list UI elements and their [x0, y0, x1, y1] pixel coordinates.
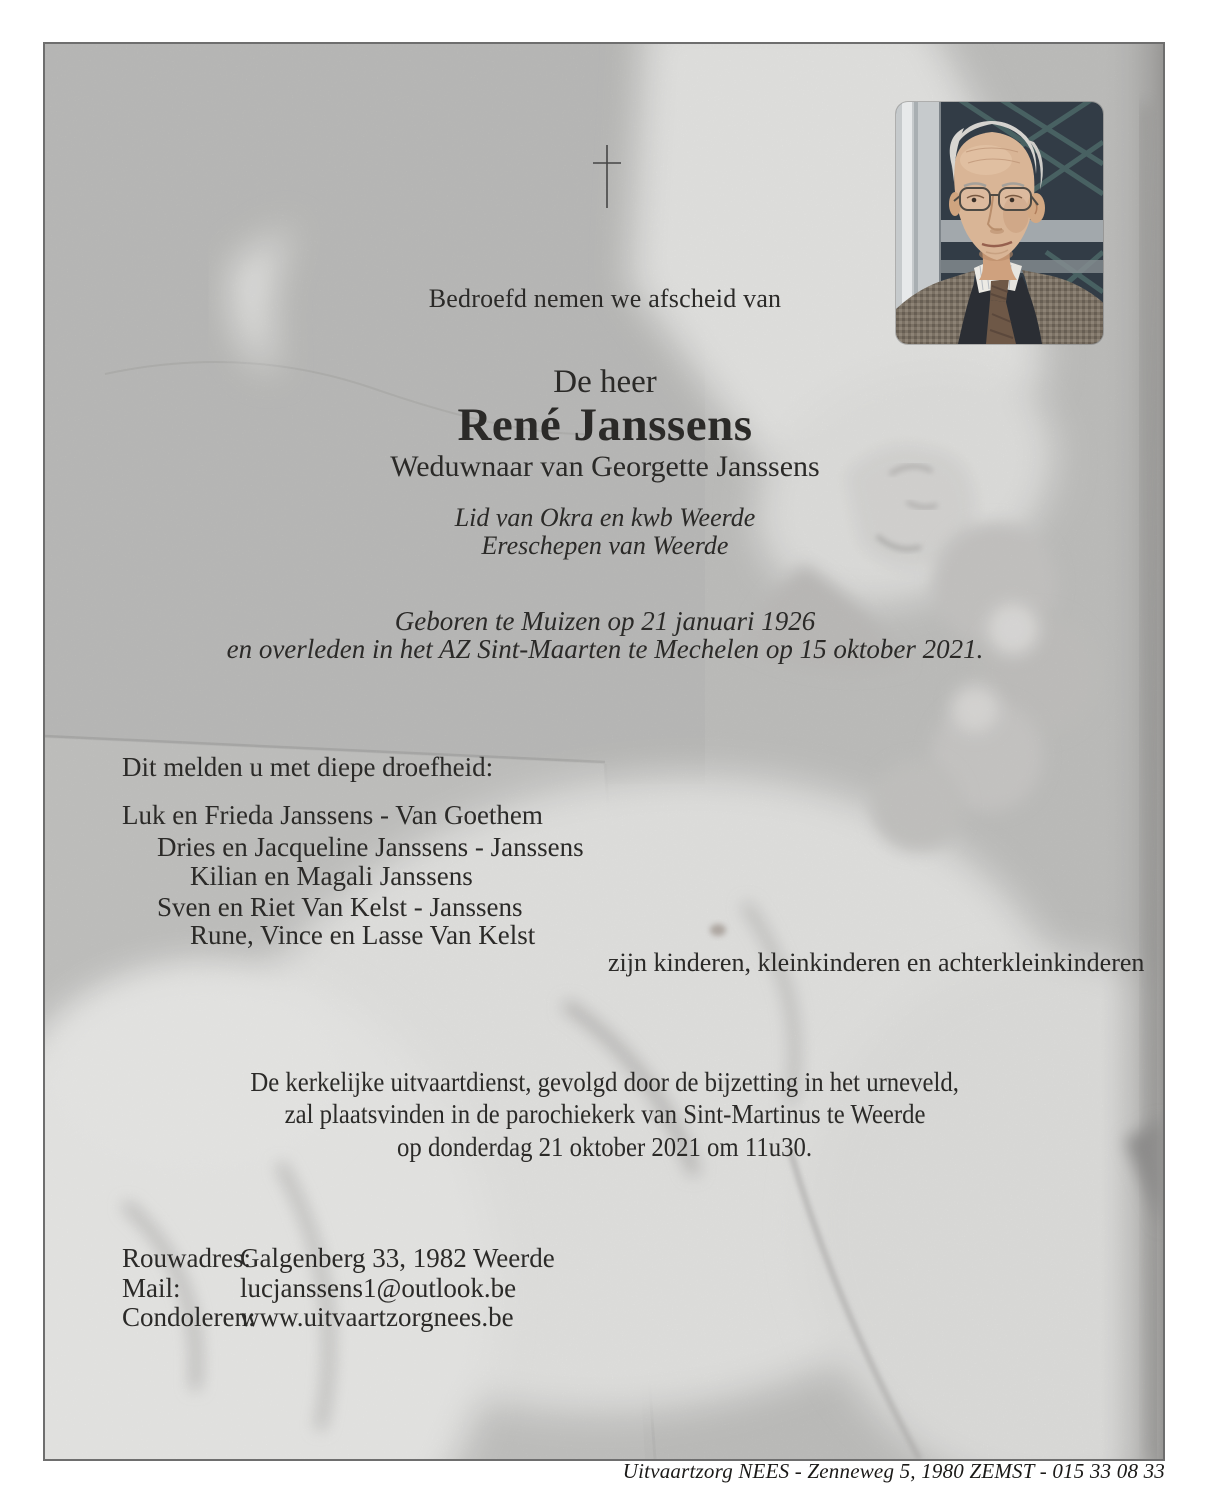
service-line: [44, 1131, 1166, 1163]
contact-value: Galgenberg 33, 1982 Weerde: [240, 1243, 555, 1273]
contact-label: Mail:: [122, 1273, 181, 1303]
family-line: Rune, Vince en Lasse Van Kelst: [190, 920, 536, 950]
death-line: en overleden in het AZ Sint-Maarten te Mechelen op 15 oktober 2021.: [226, 634, 984, 664]
contact-row: [122, 1302, 514, 1333]
service-text: op donderdag 21 oktober 2021 om 11u30.: [397, 1131, 813, 1162]
deceased-name: René Janssens: [457, 399, 753, 451]
salutation: De heer: [553, 364, 657, 400]
cross-icon: [588, 142, 628, 212]
family-line: Luk en Frieda Janssens - Van Goethem: [122, 800, 543, 830]
portrait-photo: [896, 102, 1103, 344]
family-role-line: zijn kinderen, kleinkinderen en achterkleinkinderen: [608, 948, 1145, 977]
contact-row: [122, 1273, 516, 1304]
contact-website: www.uitvaartzorgnees.be: [240, 1302, 514, 1332]
family-line: Kilian en Magali Janssens: [190, 861, 473, 891]
relation-line: Weduwnaar van Georgette Janssens: [390, 450, 820, 483]
contact-row: [122, 1243, 555, 1274]
service-text: De kerkelijke uitvaartdienst, gevolgd door de bijzetting in het urneveld,: [250, 1066, 960, 1097]
contact-email: lucjanssens1@outlook.be: [240, 1273, 517, 1303]
intro-line: Bedroefd nemen we afscheid van: [428, 284, 782, 313]
contact-label: Condoleren:: [122, 1302, 256, 1332]
family-line: Sven en Riet Van Kelst - Janssens: [157, 892, 523, 922]
funeral-home-footer: Uitvaartzorg NEES - Zenneweg 5, 1980 ZEMST - 015 33 08 33: [622, 1459, 1165, 1483]
service-line: [44, 1066, 1166, 1098]
announcement-line: Dit melden u met diepe droefheid:: [122, 752, 494, 782]
birth-line: Geboren te Muizen op 21 januari 1926: [394, 606, 816, 636]
service-line: [44, 1098, 1166, 1130]
family-line: Dries en Jacqueline Janssens - Janssens: [157, 832, 584, 862]
service-text: zal plaatsvinden in de parochiekerk van Sint-Martinus te Weerde: [284, 1098, 926, 1129]
membership-line: Lid van Okra en kwb Weerde: [454, 503, 756, 532]
contact-label: Rouwadres:: [122, 1243, 251, 1273]
membership-line: Ereschepen van Weerde: [481, 531, 729, 560]
